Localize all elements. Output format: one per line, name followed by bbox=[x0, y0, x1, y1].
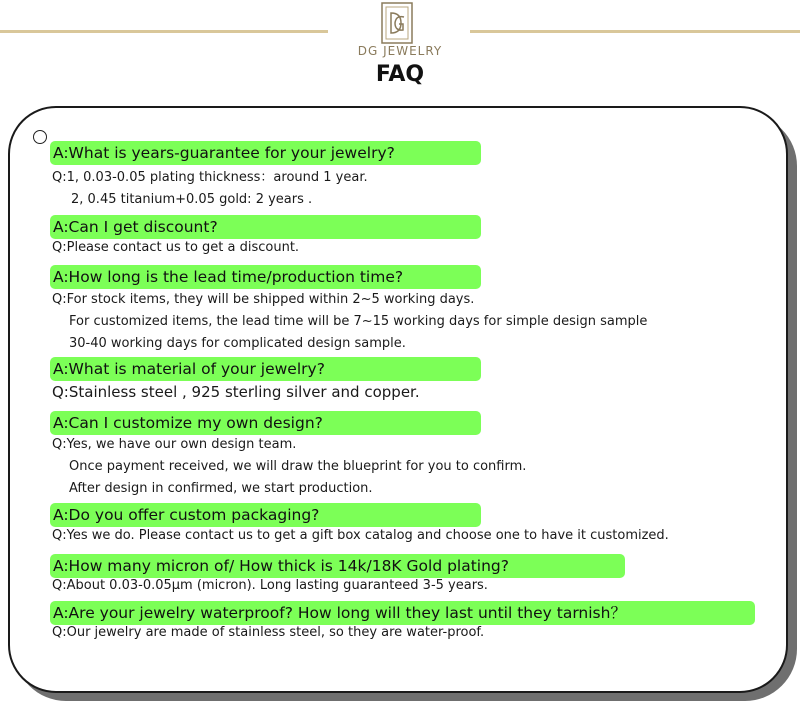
header-gold-line-left bbox=[0, 30, 328, 33]
faq-question-5: A:Can I customize my own design? bbox=[50, 411, 481, 435]
faq-answer-5-line-3: After design in confirmed, we start production. bbox=[69, 481, 373, 496]
faq-answer-5-line-1: Q:Yes, we have our own design team. bbox=[52, 437, 297, 452]
header-gold-line-right bbox=[470, 30, 800, 33]
faq-question-7: A:How many micron of/ How thick is 14k/18K Gold plating? bbox=[50, 554, 625, 578]
faq-question-3: A:How long is the lead time/production time? bbox=[50, 265, 481, 289]
faq-answer-3-line-2: For customized items, the lead time will be 7~15 working days for simple design sample bbox=[69, 314, 648, 329]
brand-name: DG JEWELRY bbox=[357, 44, 443, 58]
faq-answer-4-line-1: Q:Stainless steel , 925 sterling silver and copper. bbox=[52, 383, 420, 401]
faq-answer-3-line-1: Q:For stock items, they will be shipped within 2~5 working days. bbox=[52, 292, 475, 307]
dg-logo-icon bbox=[381, 2, 413, 44]
faq-question-6: A:Do you offer custom packaging? bbox=[50, 503, 481, 527]
faq-answer-2-line-1: Q:Please contact us to get a discount. bbox=[52, 240, 300, 255]
faq-question-1: A:What is years-guarantee for your jewelry? bbox=[50, 141, 481, 165]
faq-answer-8-line-1: Q:Our jewelry are made of stainless steel, so they are water-proof. bbox=[52, 625, 485, 640]
card-hole-icon bbox=[33, 130, 47, 144]
faq-question-4: A:What is material of your jewelry? bbox=[50, 357, 481, 381]
faq-question-8: A:Are your jewelry waterproof? How long will they last until they tarnish？ bbox=[50, 601, 755, 625]
faq-answer-1-line-1: Q:1, 0.03-0.05 plating thickness：around 1 year. bbox=[52, 170, 368, 185]
faq-answer-1-line-2: 2, 0.45 titanium+0.05 gold: 2 years . bbox=[71, 192, 313, 207]
faq-question-2: A:Can I get discount? bbox=[50, 215, 481, 239]
page-title: FAQ bbox=[375, 62, 425, 87]
faq-answer-5-line-2: Once payment received, we will draw the blueprint for you to confirm. bbox=[69, 459, 527, 474]
faq-answer-7-line-1: Q:About 0.03-0.05μm (micron). Long lasting guaranteed 3-5 years. bbox=[52, 578, 488, 593]
faq-answer-3-line-3: 30-40 working days for complicated design sample. bbox=[69, 336, 406, 351]
faq-answer-6-line-1: Q:Yes we do. Please contact us to get a gift box catalog and choose one to have it customized. bbox=[52, 528, 669, 543]
